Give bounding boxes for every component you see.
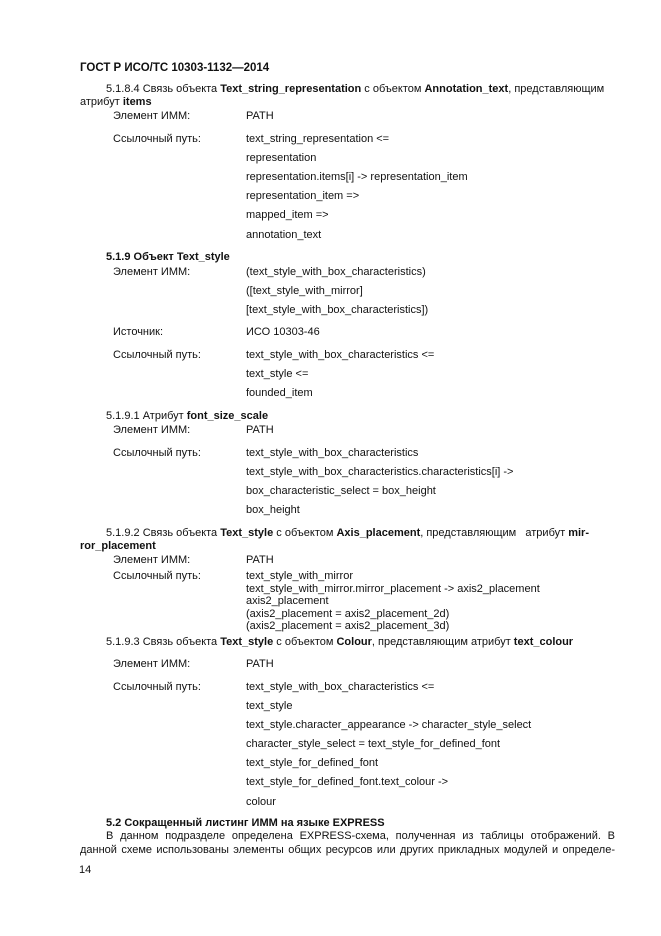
- section-5-2-title: 5.2 Сокращенный листинг ИММ на языке EXPRESS: [106, 817, 385, 829]
- path-label: Ссылочный путь:: [113, 349, 201, 361]
- element-label: Элемент ИММ:: [113, 554, 191, 566]
- clause-5-1-9-3-heading: [106, 635, 573, 649]
- path-line: text_style_with_mirror: [246, 570, 353, 582]
- element-value: PATH: [246, 110, 274, 122]
- path-line: text_style_for_defined_font: [246, 757, 379, 769]
- connector-text: с объектом: [273, 527, 337, 539]
- path-line: text_style_for_defined_font.text_colour ->: [246, 776, 449, 788]
- path-line: mapped_item =>: [246, 209, 329, 221]
- element-value: [text_style_with_box_characteristics]): [246, 304, 429, 316]
- clause-number: 5.1.9.2 Связь объекта: [106, 527, 221, 539]
- entity-name: Text_string_representation: [220, 83, 362, 95]
- path-line: representation: [246, 152, 317, 164]
- clause-5-1-9-1-heading: [106, 409, 268, 423]
- element-value: PATH: [246, 554, 274, 566]
- section-5-1-9-title: 5.1.9 Объект Text_style: [106, 251, 230, 263]
- path-line: text_style.character_appearance -> character_style_select: [246, 719, 532, 731]
- connector-text: с объектом: [361, 83, 425, 95]
- element-value: (text_style_with_box_characteristics): [246, 266, 426, 278]
- body-paragraph-line: В данном подразделе определена EXPRESS-схема, полученная из таблицы отображений. В: [106, 830, 615, 842]
- entity-name: Axis_placement: [336, 527, 421, 539]
- attribute-name: mir-: [568, 527, 589, 539]
- element-value: ([text_style_with_mirror]: [246, 285, 363, 297]
- path-line: text_style_with_box_characteristics <=: [246, 681, 435, 693]
- element-label: Элемент ИММ:: [113, 658, 191, 670]
- element-value: PATH: [246, 424, 274, 436]
- connector-text: , представляющим атрибут: [420, 527, 569, 539]
- clause-number: 5.1.9.1 Атрибут: [106, 410, 187, 422]
- path-line: text_style_with_box_characteristics: [246, 447, 419, 459]
- path-label: Ссылочный путь:: [113, 133, 201, 145]
- source-value: ИСО 10303-46: [246, 326, 320, 338]
- path-label: Ссылочный путь:: [113, 681, 201, 693]
- connector-text: атрибут: [80, 96, 123, 108]
- clause-number: 5.1.9.3 Связь объекта: [106, 636, 221, 648]
- path-line: text_style_with_box_characteristics.characteristics[i] ->: [246, 466, 514, 478]
- path-line: box_characteristic_select = box_height: [246, 485, 436, 497]
- clause-5-1-9-2-heading-cont: ror_placement: [80, 540, 156, 552]
- connector-text: , представляющим атрибут: [371, 636, 514, 648]
- page-number: 14: [79, 864, 92, 876]
- path-line: text_string_representation <=: [246, 133, 390, 145]
- document-header: ГОСТ Р ИСО/ТС 10303-1132—2014: [80, 62, 270, 74]
- element-label: Элемент ИММ:: [113, 424, 191, 436]
- body-paragraph-line: данной схеме использованы элементы общих ресурсов или других прикладных модулей и определе-: [80, 844, 615, 856]
- path-line: text_style_with_mirror.mirror_placement -> axis2_placement: [246, 583, 540, 595]
- attribute-name: font_size_scale: [186, 410, 269, 422]
- path-line: representation.items[i] -> representation_item: [246, 171, 468, 183]
- entity-name: Colour: [336, 636, 372, 648]
- attribute-name: items: [122, 96, 152, 108]
- path-line: annotation_text: [246, 229, 322, 241]
- element-value: PATH: [246, 658, 274, 670]
- clause-number: 5.1.8.4 Связь объекта: [106, 83, 221, 95]
- connector-text: , представляющим: [508, 83, 605, 95]
- clause-5-1-9-2-heading: [106, 526, 589, 540]
- element-label: Элемент ИММ:: [113, 266, 191, 278]
- connector-text: с объектом: [273, 636, 337, 648]
- clause-5-1-8-4-heading: [106, 82, 604, 96]
- attribute-name: text_colour: [513, 636, 574, 648]
- path-line: (axis2_placement = axis2_placement_2d): [246, 608, 450, 620]
- path-line: box_height: [246, 504, 300, 516]
- path-line: axis2_placement: [246, 595, 329, 607]
- path-line: text_style: [246, 700, 293, 712]
- path-line: text_style_with_box_characteristics <=: [246, 349, 435, 361]
- path-line: representation_item =>: [246, 190, 360, 202]
- entity-name: Annotation_text: [424, 83, 509, 95]
- path-label: Ссылочный путь:: [113, 570, 201, 582]
- element-label: Элемент ИММ:: [113, 110, 191, 122]
- entity-name: Text_style: [220, 636, 274, 648]
- path-line: colour: [246, 796, 276, 808]
- path-line: (axis2_placement = axis2_placement_3d): [246, 620, 450, 632]
- path-line: text_style <=: [246, 368, 309, 380]
- path-label: Ссылочный путь:: [113, 447, 201, 459]
- source-label: Источник:: [113, 326, 164, 338]
- clause-5-1-8-4-heading-cont: [80, 95, 152, 109]
- path-line: character_style_select = text_style_for_defined_font: [246, 738, 501, 750]
- entity-name: Text_style: [220, 527, 274, 539]
- path-line: founded_item: [246, 387, 313, 399]
